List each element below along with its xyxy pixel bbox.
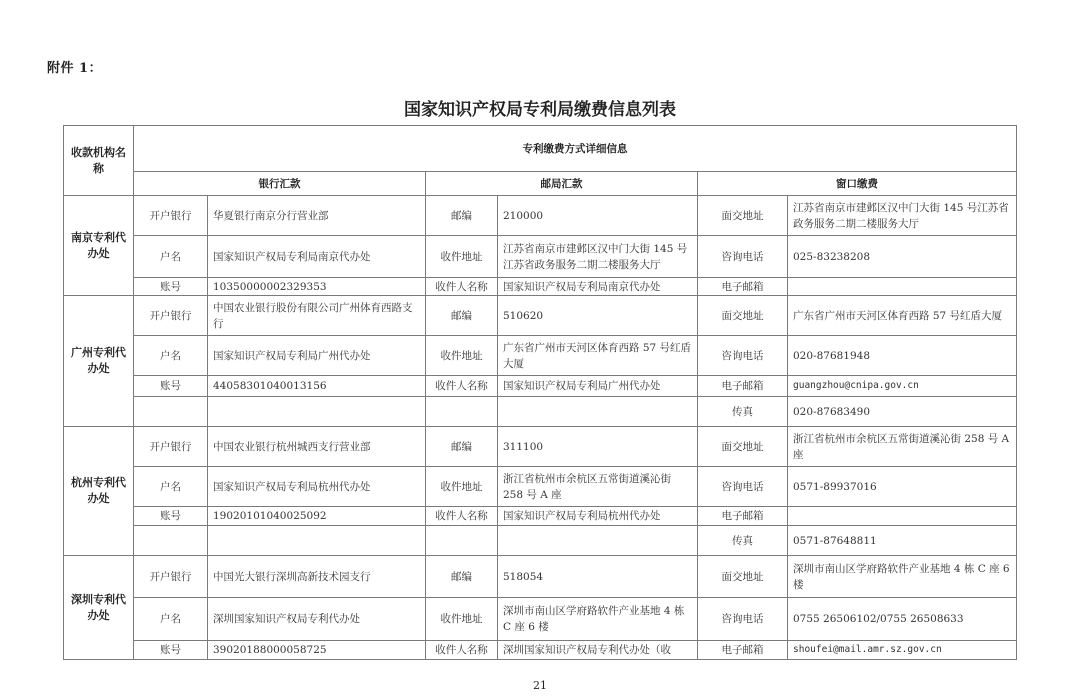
empty-cell: [426, 526, 498, 556]
field-value: 深圳市南山区学府路软件产业基地 4 栋 C 座 6 楼: [498, 598, 698, 641]
field-label: 收件地址: [426, 336, 498, 376]
field-value: 华夏银行南京分行营业部: [208, 196, 426, 236]
field-label: 账号: [134, 278, 208, 296]
field-value: 国家知识产权局专利局广州代办处: [208, 336, 426, 376]
field-value: 广东省广州市天河区体育西路 57 号红盾大厦: [498, 336, 698, 376]
email-value: guangzhou@cnipa.gov.cn: [788, 376, 1017, 397]
field-label: 电子邮箱: [698, 376, 788, 397]
field-label: 账号: [134, 376, 208, 397]
field-label: 收件地址: [426, 598, 498, 641]
detail-group-header: 专利缴费方式详细信息: [134, 126, 1017, 172]
table-row: [64, 467, 1017, 507]
field-value: 国家知识产权局专利局南京代办处: [208, 236, 426, 278]
field-label: 面交地址: [698, 427, 788, 467]
field-value: 江苏省南京市建邺区汉中门大街 145 号江苏省政务服务二期二楼服务大厅: [498, 236, 698, 278]
empty-cell: [208, 397, 426, 427]
agency-name: 广州专利代办处: [64, 296, 134, 427]
field-label: 传真: [698, 526, 788, 556]
bank-transfer-header: 银行汇款: [134, 172, 426, 196]
field-value: 44058301040013156: [208, 376, 426, 397]
field-value: 510620: [498, 296, 698, 336]
table-row: [64, 427, 1017, 467]
field-value: 广东省广州市天河区体育西路 57 号红盾大厦: [788, 296, 1017, 336]
field-value: 国家知识产权局专利局杭州代办处: [498, 507, 698, 526]
agency-name: 杭州专利代办处: [64, 427, 134, 556]
field-value: 国家知识产权局专利局广州代办处: [498, 376, 698, 397]
field-value: 0571-87648811: [788, 526, 1017, 556]
field-label: 开户银行: [134, 427, 208, 467]
field-value: 中国光大银行深圳高新技术园支行: [208, 556, 426, 598]
field-value: 020-87683490: [788, 397, 1017, 427]
field-value: 210000: [498, 196, 698, 236]
field-value: 深圳市南山区学府路软件产业基地 4 栋 C 座 6 楼: [788, 556, 1017, 598]
field-label: 户名: [134, 236, 208, 278]
empty-cell: [134, 526, 208, 556]
field-label: 电子邮箱: [698, 507, 788, 526]
field-label: 开户银行: [134, 296, 208, 336]
agency-name: 深圳专利代办处: [64, 556, 134, 660]
field-label: 账号: [134, 507, 208, 526]
field-value: 39020188000058725: [208, 641, 426, 660]
document-title: 国家知识产权局专利局缴费信息列表: [404, 100, 676, 120]
field-label: 开户银行: [134, 196, 208, 236]
table-row: [64, 196, 1017, 236]
field-value: [788, 278, 1017, 296]
field-value: 518054: [498, 556, 698, 598]
field-label: 面交地址: [698, 296, 788, 336]
field-value: [788, 507, 1017, 526]
field-label: 邮编: [426, 427, 498, 467]
field-value: 0755 26506102/0755 26508633: [788, 598, 1017, 641]
table-row: [64, 397, 1017, 427]
field-label: 收件人名称: [426, 641, 498, 660]
table-row: [64, 641, 1017, 660]
field-label: 收件人名称: [426, 278, 498, 296]
field-value: 025-83238208: [788, 236, 1017, 278]
field-label: 邮编: [426, 196, 498, 236]
field-label: 收件地址: [426, 467, 498, 507]
field-label: 咨询电话: [698, 598, 788, 641]
field-label: 账号: [134, 641, 208, 660]
field-value: 0571-89937016: [788, 467, 1017, 507]
table-row: [64, 507, 1017, 526]
field-label: 面交地址: [698, 556, 788, 598]
field-value: 浙江省杭州市余杭区五常街道溪沁街 258 号 A 座: [788, 427, 1017, 467]
field-value: 国家知识产权局专利局南京代办处: [498, 278, 698, 296]
field-value: 江苏省南京市建邺区汉中门大街 145 号江苏省政务服务二期二楼服务大厅: [788, 196, 1017, 236]
field-value: 中国农业银行股份有限公司广州体育西路支行: [208, 296, 426, 336]
post-transfer-header: 邮局汇款: [426, 172, 698, 196]
field-label: 收件人名称: [426, 507, 498, 526]
field-value: 深圳国家知识产权局专利代办处: [208, 598, 426, 641]
empty-cell: [134, 397, 208, 427]
table-row: [64, 236, 1017, 278]
field-label: 开户银行: [134, 556, 208, 598]
table-row: [64, 376, 1017, 397]
field-label: 收件地址: [426, 236, 498, 278]
field-label: 户名: [134, 598, 208, 641]
attachment-label: 附件 1：: [47, 61, 103, 76]
field-label: 咨询电话: [698, 336, 788, 376]
email-value: shoufei@mail.amr.sz.gov.cn: [788, 641, 1017, 660]
field-value: 020-87681948: [788, 336, 1017, 376]
table-row: [64, 526, 1017, 556]
org-column-header: 收款机构名称: [64, 126, 134, 196]
agency-name: 南京专利代办处: [64, 196, 134, 296]
field-label: 电子邮箱: [698, 641, 788, 660]
page-number: 21: [533, 679, 547, 692]
field-value: 10350000002329353: [208, 278, 426, 296]
field-label: 邮编: [426, 296, 498, 336]
table-row: [64, 556, 1017, 598]
header-row-1: [64, 126, 1017, 172]
fee-info-table: [63, 125, 1017, 660]
empty-cell: [426, 397, 498, 427]
field-value: 311100: [498, 427, 698, 467]
table-row: [64, 296, 1017, 336]
field-label: 咨询电话: [698, 467, 788, 507]
table-row: [64, 278, 1017, 296]
field-label: 传真: [698, 397, 788, 427]
table-row: [64, 336, 1017, 376]
field-label: 户名: [134, 467, 208, 507]
window-payment-header: 窗口缴费: [698, 172, 1017, 196]
header-row-2: [64, 172, 1017, 196]
empty-cell: [498, 397, 698, 427]
field-label: 收件人名称: [426, 376, 498, 397]
field-value: 中国农业银行杭州城西支行营业部: [208, 427, 426, 467]
empty-cell: [208, 526, 426, 556]
empty-cell: [498, 526, 698, 556]
field-value: 19020101040025092: [208, 507, 426, 526]
field-value: 深圳国家知识产权局专利代办处（收: [498, 641, 698, 660]
field-value: 国家知识产权局专利局杭州代办处: [208, 467, 426, 507]
field-label: 电子邮箱: [698, 278, 788, 296]
table-row: [64, 598, 1017, 641]
field-value: 浙江省杭州市余杭区五常街道溪沁街 258 号 A 座: [498, 467, 698, 507]
field-label: 户名: [134, 336, 208, 376]
field-label: 面交地址: [698, 196, 788, 236]
field-label: 邮编: [426, 556, 498, 598]
field-label: 咨询电话: [698, 236, 788, 278]
